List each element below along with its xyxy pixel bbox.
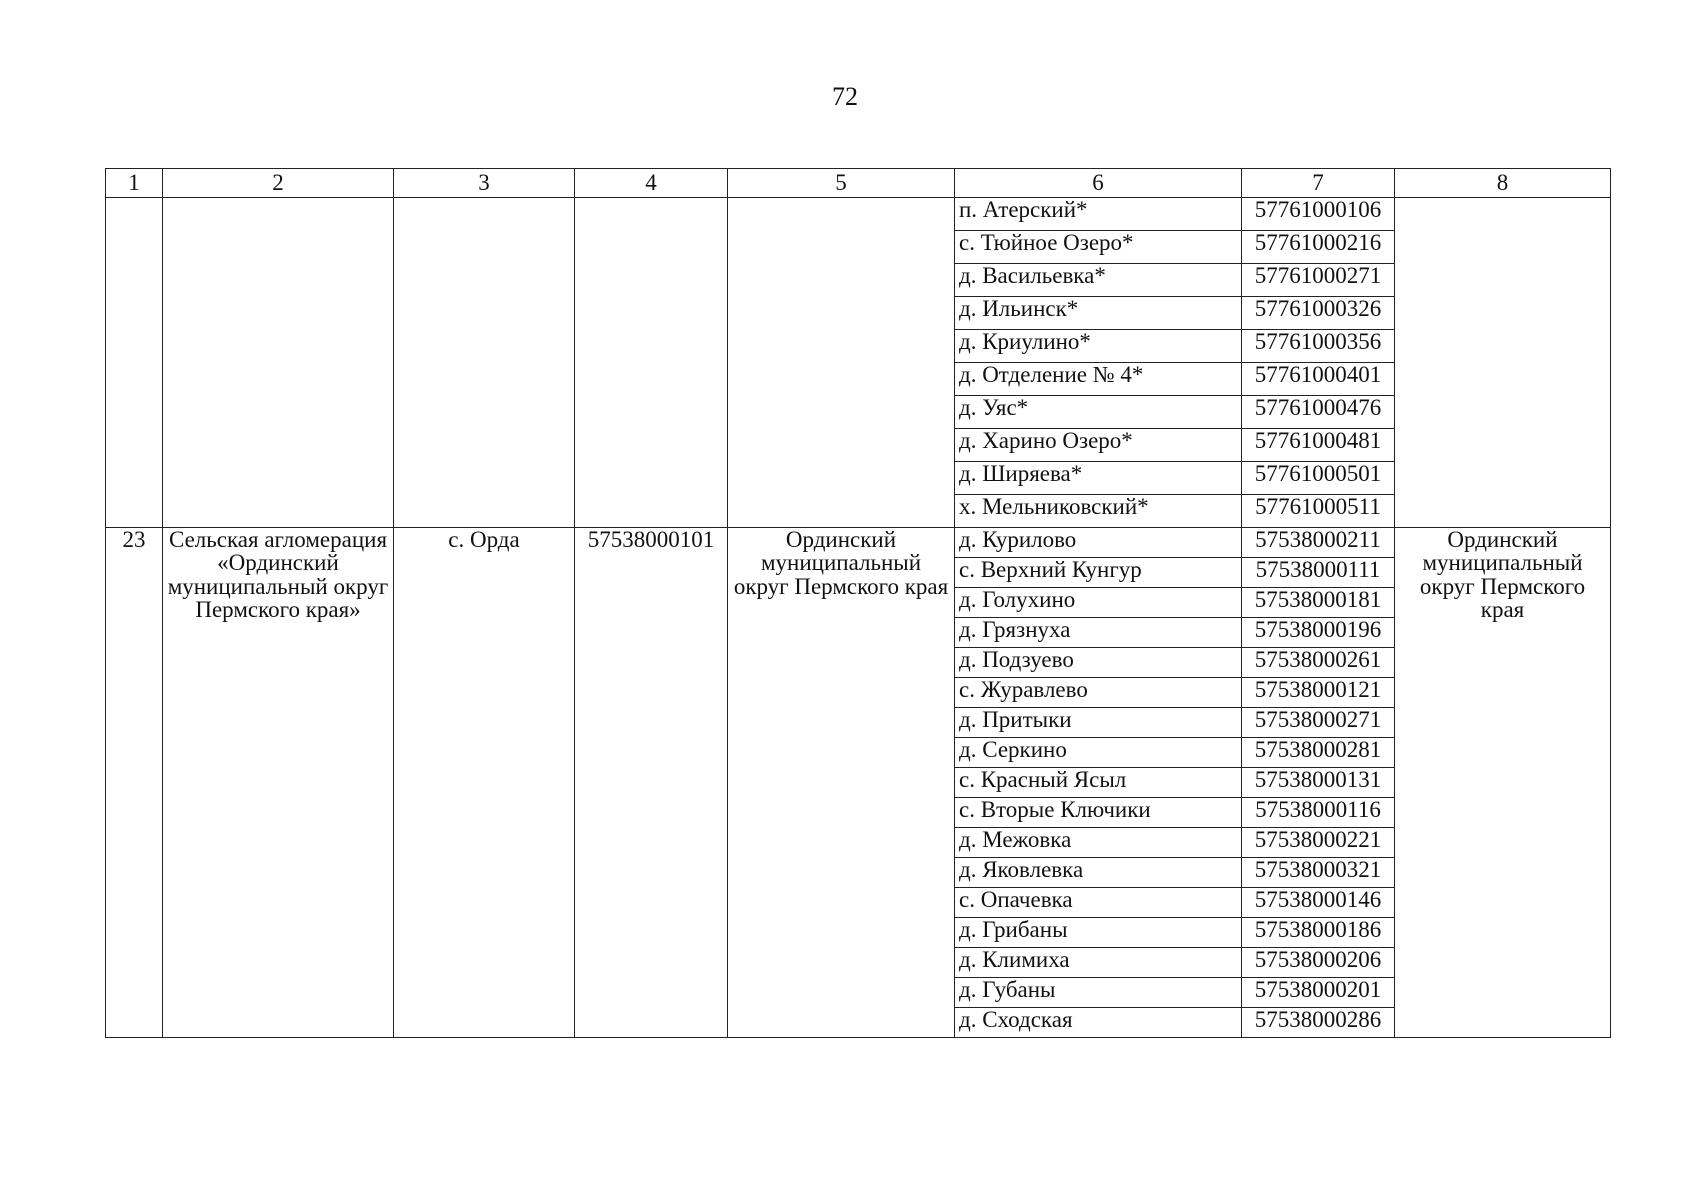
settlement-code: 57538000146: [1242, 888, 1395, 918]
table-row: [106, 198, 1611, 231]
settlement-name: д. Грибаны: [955, 918, 1242, 948]
settlement-code: 57761000271: [1242, 264, 1395, 297]
settlement-name: д. Криулино*: [955, 330, 1242, 363]
settlement-code: 57761000481: [1242, 429, 1395, 462]
settlement-name: с. Верхний Кунгур: [955, 558, 1242, 588]
table-body: [106, 169, 1611, 1038]
column-header-7: 7: [1242, 169, 1395, 198]
header-row: [106, 169, 1611, 198]
settlement-code: 57538000181: [1242, 588, 1395, 618]
settlement-code: 57761000356: [1242, 330, 1395, 363]
settlement-code: 57538000111: [1242, 558, 1395, 588]
continuation-cell-col2: [163, 198, 394, 528]
settlement-code: 57538000221: [1242, 828, 1395, 858]
settlement-name: д. Межовка: [955, 828, 1242, 858]
settlement-name: д. Васильевка*: [955, 264, 1242, 297]
column-header-1: 1: [106, 169, 163, 198]
settlement-code: 57538000116: [1242, 798, 1395, 828]
settlement-name: д. Климиха: [955, 948, 1242, 978]
settlement-name: д. Уяс*: [955, 396, 1242, 429]
municipality-col8: Ординский муниципальный округ Пермского края: [1395, 528, 1611, 1038]
column-header-5: 5: [728, 169, 955, 198]
settlement-name: с. Вторые Ключики: [955, 798, 1242, 828]
settlement-name: д. Яковлевка: [955, 858, 1242, 888]
column-header-3: 3: [394, 169, 575, 198]
settlement-name: д. Курилово: [955, 528, 1242, 558]
settlement-code: 57538000281: [1242, 738, 1395, 768]
settlement-name: с. Журавлево: [955, 678, 1242, 708]
settlement-name: д. Голухино: [955, 588, 1242, 618]
settlement-code: 57538000261: [1242, 648, 1395, 678]
column-header-8: 8: [1395, 169, 1611, 198]
settlement-code: 57761000511: [1242, 495, 1395, 528]
entry-number: 23: [106, 528, 163, 1038]
settlement-code: 57761000326: [1242, 297, 1395, 330]
settlement-code: 57538000271: [1242, 708, 1395, 738]
table-row: [106, 528, 1611, 558]
settlement-name: д. Харино Озеро*: [955, 429, 1242, 462]
settlement-name: д. Отделение № 4*: [955, 363, 1242, 396]
settlement-code: 57761000216: [1242, 231, 1395, 264]
settlement-name: д. Подзуево: [955, 648, 1242, 678]
settlement-code: 57538000121: [1242, 678, 1395, 708]
settlement-name: д. Грязнуха: [955, 618, 1242, 648]
agglomeration-name: Сельская агломерация «Ординский муниципальный округ Пермского края»: [163, 528, 394, 1038]
settlement-name: с. Опачевка: [955, 888, 1242, 918]
settlement-code: 57538000201: [1242, 978, 1395, 1008]
column-header-6: 6: [955, 169, 1242, 198]
page-number: 72: [832, 82, 858, 111]
settlement-code: 57538000211: [1242, 528, 1395, 558]
settlement-name: х. Мельниковский*: [955, 495, 1242, 528]
settlement-code: 57761000401: [1242, 363, 1395, 396]
settlement-name: д. Губаны: [955, 978, 1242, 1008]
settlement-name: д. Сходская: [955, 1008, 1242, 1038]
center-code: 57538000101: [575, 528, 728, 1038]
column-header-2: 2: [163, 169, 394, 198]
center-settlement: с. Орда: [394, 528, 575, 1038]
settlements-table: [105, 168, 1611, 1038]
settlement-code: 57761000476: [1242, 396, 1395, 429]
continuation-cell-col5: [728, 198, 955, 528]
column-header-4: 4: [575, 169, 728, 198]
continuation-cell-col1: [106, 198, 163, 528]
settlement-name: д. Серкино: [955, 738, 1242, 768]
settlement-name: п. Атерский*: [955, 198, 1242, 231]
settlement-name: д. Притыки: [955, 708, 1242, 738]
settlement-code: 57538000206: [1242, 948, 1395, 978]
continuation-cell-col8: [1395, 198, 1611, 528]
settlement-name: д. Ширяева*: [955, 462, 1242, 495]
settlement-code: 57538000196: [1242, 618, 1395, 648]
settlement-code: 57538000321: [1242, 858, 1395, 888]
settlement-code: 57538000286: [1242, 1008, 1395, 1038]
municipality-name: Ординский муниципальный округ Пермского края: [728, 528, 955, 1038]
settlement-code: 57761000106: [1242, 198, 1395, 231]
settlement-name: с. Тюйное Озеро*: [955, 231, 1242, 264]
settlement-code: 57538000131: [1242, 768, 1395, 798]
settlement-code: 57761000501: [1242, 462, 1395, 495]
settlement-name: д. Ильинск*: [955, 297, 1242, 330]
continuation-cell-col3: [394, 198, 575, 528]
settlement-code: 57538000186: [1242, 918, 1395, 948]
continuation-cell-col4: [575, 198, 728, 528]
settlement-name: с. Красный Ясыл: [955, 768, 1242, 798]
